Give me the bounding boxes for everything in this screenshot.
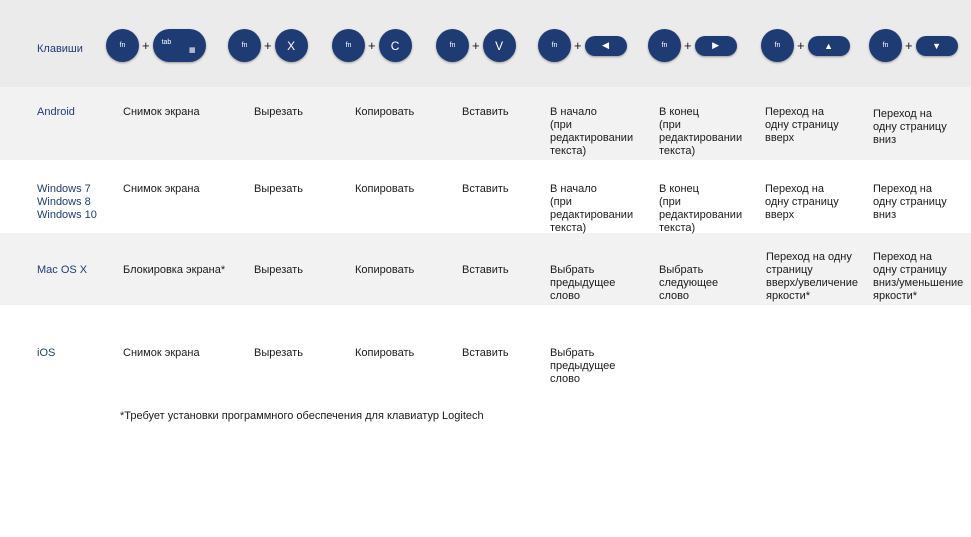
- plus-sign: +: [574, 38, 582, 53]
- fn-key-icon: fn: [761, 29, 794, 62]
- table-cell: Вырезать: [254, 183, 303, 195]
- plus-sign: +: [264, 38, 272, 53]
- table-cell: Переход на одну страницу вверх: [765, 183, 839, 221]
- fn-key-icon: fn: [436, 29, 469, 62]
- plus-sign: +: [472, 38, 480, 53]
- table-cell: Вырезать: [254, 106, 303, 118]
- table-cell: Блокировка экрана*: [123, 264, 226, 276]
- table-cell: Копировать: [355, 347, 415, 359]
- table-cell: Вставить: [462, 264, 509, 276]
- fn-key-icon: fn: [332, 29, 365, 62]
- combo-fn-up: [761, 29, 850, 62]
- table-cell: Переход на одну страницу вверх: [765, 106, 839, 144]
- os-label-windows: Windows 7 Windows 8 Windows 10: [37, 183, 97, 221]
- c-key-icon: C: [379, 29, 412, 62]
- combo-fn-c: [332, 29, 412, 62]
- fn-key-icon: fn: [869, 29, 902, 62]
- tab-key-label: tab: [161, 39, 172, 46]
- combo-fn-tab: [106, 29, 206, 62]
- table-cell: Выбрать следующее слово: [659, 264, 719, 302]
- fn-key-icon: fn: [648, 29, 681, 62]
- screenshot-icon: ▦: [188, 47, 196, 54]
- table-cell: В начало (при редактировании текста): [550, 106, 634, 157]
- table-cell: Переход на одну страницу вниз/уменьшение яркости*: [873, 251, 964, 302]
- table-cell: Переход на одну страницу вниз: [873, 108, 947, 146]
- table-cell: Переход на одну страницу вверх/увеличение яркости*: [766, 251, 858, 302]
- plus-sign: +: [684, 38, 692, 53]
- table-cell: Копировать: [355, 106, 415, 118]
- table-cell: Снимок экрана: [123, 106, 200, 118]
- table-cell: Вставить: [462, 347, 509, 359]
- table-cell: Снимок экрана: [123, 347, 200, 359]
- combo-fn-v: [436, 29, 516, 62]
- v-key-icon: V: [483, 29, 516, 62]
- combo-fn-down: [869, 29, 958, 62]
- plus-sign: +: [905, 38, 913, 53]
- table-cell: Снимок экрана: [123, 183, 200, 195]
- up-arrow-key-icon: ▲: [808, 36, 850, 56]
- table-cell: В начало (при редактировании текста): [550, 183, 634, 234]
- fn-key-icon: fn: [106, 29, 139, 62]
- plus-sign: +: [142, 38, 150, 53]
- x-key-icon: X: [275, 29, 308, 62]
- table-cell: Выбрать предыдущее слово: [550, 347, 616, 385]
- down-arrow-key-icon: ▼: [916, 36, 958, 56]
- table-cell: Вырезать: [254, 264, 303, 276]
- fn-key-icon: fn: [228, 29, 261, 62]
- table-cell: Переход на одну страницу вниз: [873, 183, 947, 221]
- footnote: *Требует установки программного обеспечения для клавиатур Logitech: [120, 410, 484, 422]
- os-label-android: Android: [37, 106, 75, 118]
- table-cell: Вставить: [462, 183, 509, 195]
- table-cell: Выбрать предыдущее слово: [550, 264, 616, 302]
- combo-fn-x: [228, 29, 308, 62]
- tab-key-icon: [153, 29, 206, 62]
- table-cell: Вставить: [462, 106, 509, 118]
- table-cell: Копировать: [355, 183, 415, 195]
- table-cell: В конец (при редактировании текста): [659, 106, 743, 157]
- table-cell: Вырезать: [254, 347, 303, 359]
- right-arrow-key-icon: ▶: [695, 36, 737, 56]
- table-cell: В конец (при редактировании текста): [659, 183, 743, 234]
- os-label-ios: iOS: [37, 347, 56, 359]
- left-arrow-key-icon: ◀: [585, 36, 627, 56]
- fn-key-icon: fn: [538, 29, 571, 62]
- os-label-mac: Mac OS X: [37, 264, 88, 276]
- plus-sign: +: [368, 38, 376, 53]
- combo-fn-right: [648, 29, 737, 62]
- combo-fn-left: [538, 29, 627, 62]
- plus-sign: +: [797, 38, 805, 53]
- table-cell: Копировать: [355, 264, 415, 276]
- header-label: Клавиши: [37, 43, 83, 55]
